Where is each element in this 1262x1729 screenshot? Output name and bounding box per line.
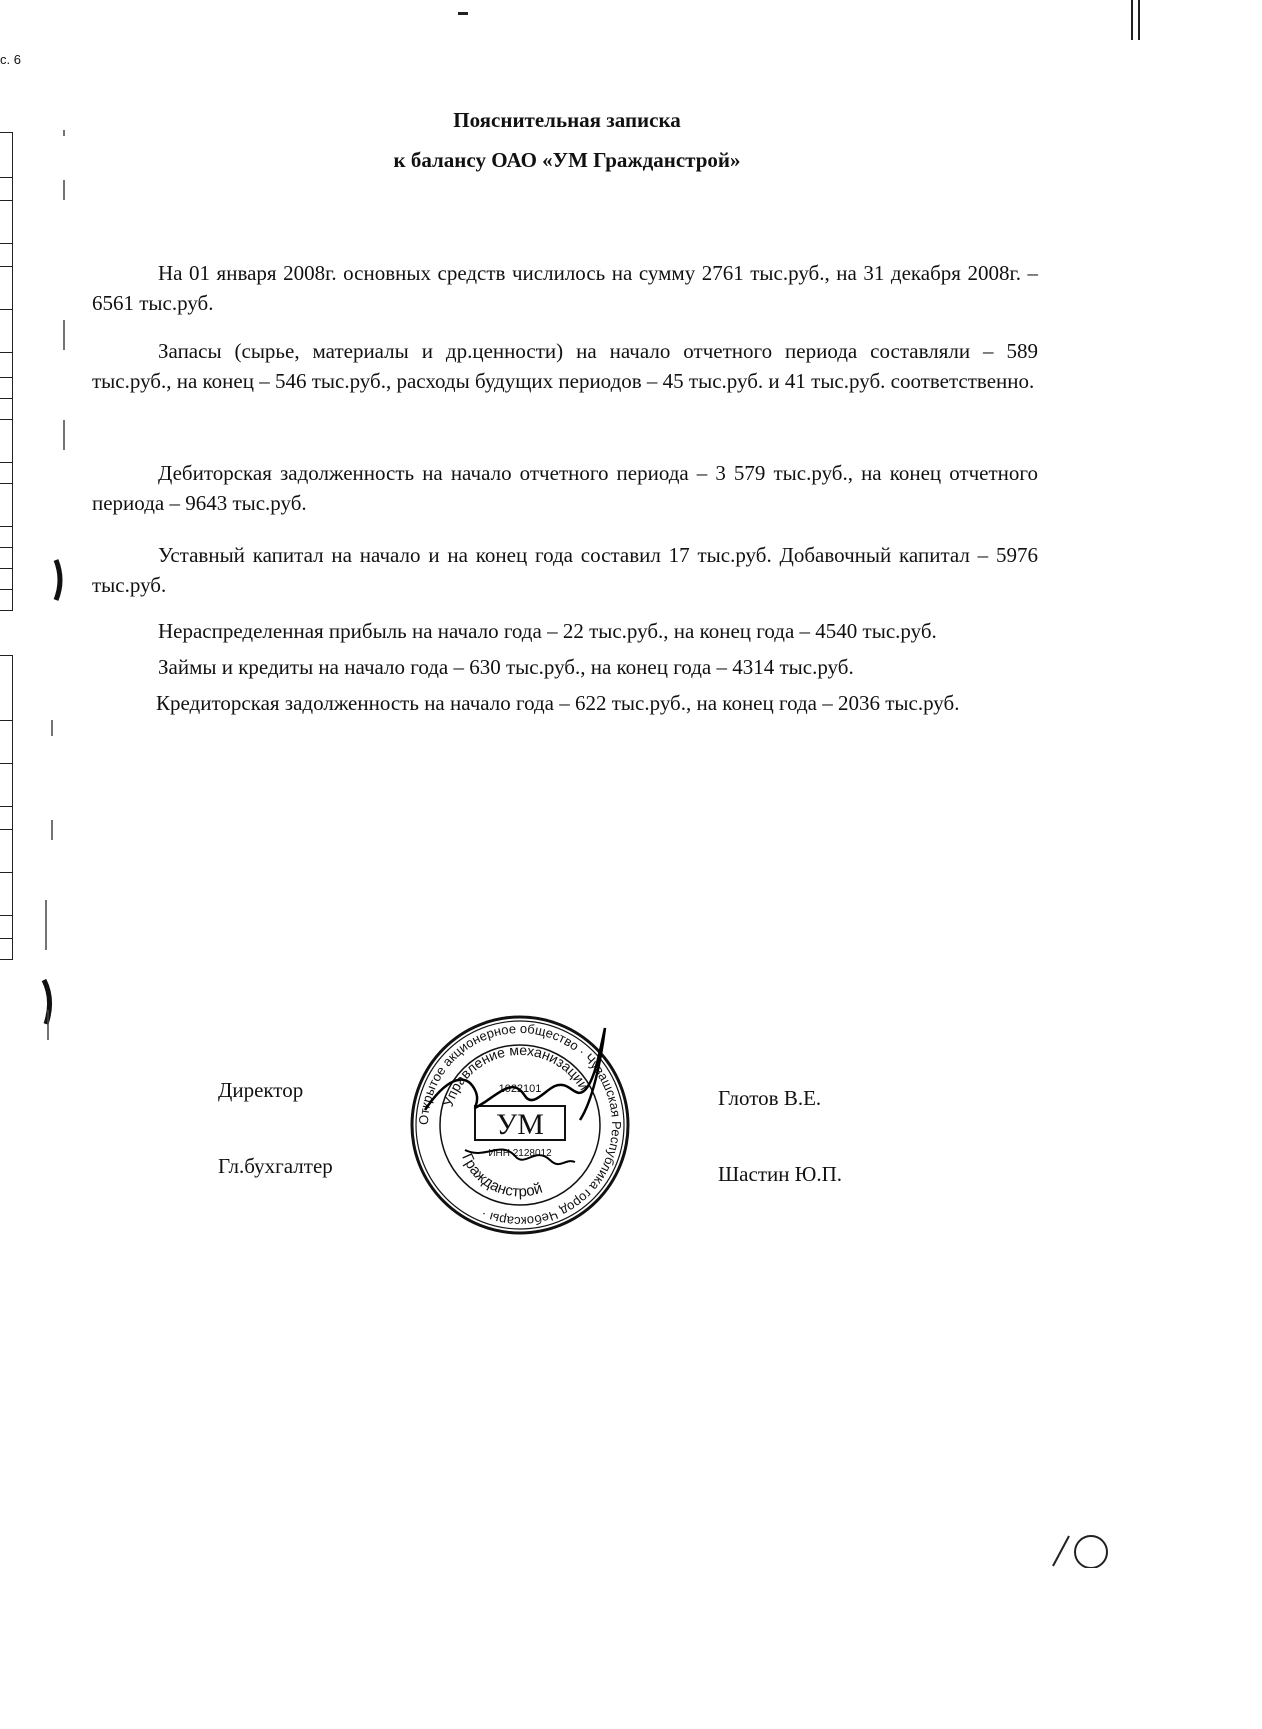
chief-accountant-label: Гл.бухгалтер	[218, 1154, 333, 1178]
paragraph-payables: Кредиторская задолженность на начало года – 622 тыс.руб., на конец года – 2036 тыс.руб.	[156, 691, 960, 715]
document-subtitle: к балансу ОАО «УМ Гражданстрой»	[393, 148, 741, 172]
paragraph-receivables: Дебиторская задолженность на начало отчетного периода – 3 579 тыс.руб., на конец отчетного периода – 9643 тыс.руб.	[92, 461, 1038, 515]
scan-edge-marks	[40, 120, 70, 1060]
paragraph-loans: Займы и кредиты на начало года – 630 тыс.руб., на конец года – 4314 тыс.руб.	[158, 655, 854, 679]
chief-accountant-name: Шастин Ю.П.	[718, 1162, 842, 1186]
scan-edge-mark	[1128, 0, 1144, 40]
company-seal	[405, 1010, 635, 1240]
paragraph-retained-earnings: Нераспределенная прибыль на начало года – 22 тыс.руб., на конец года – 4540 тыс.руб.	[158, 619, 937, 643]
seal-outer-text: Открытое акционерное общество · Чувашская Республика город Чебоксары ·	[415, 1020, 625, 1230]
seal-ogrn: 1022101	[498, 1083, 542, 1095]
paragraph-capital: Уставный капитал на начало и на конец года составил 17 тыс.руб. Добавочный капитал – 5976 тыс.руб.	[92, 543, 1038, 597]
paragraph-fixed-assets: На 01 января 2008г. основных средств числилось на сумму 2761 тыс.руб., на 31 декабря 2008г. – 6561 тыс.руб.	[92, 261, 1038, 315]
seal-center-text: УМ	[496, 1108, 544, 1141]
cropped-table-fragment	[0, 132, 13, 611]
director-name: Глотов В.Е.	[718, 1086, 822, 1110]
document-title: Пояснительная записка	[453, 108, 681, 132]
cropped-table-fragment	[0, 655, 13, 960]
seal-bottom-text: Гражданстрой	[458, 1150, 545, 1201]
director-label: Директор	[218, 1078, 304, 1102]
paragraph-inventories: Запасы (сырье, материалы и др.ценности) на начало отчетного периода составляли – 589 тыс.руб., на конец – 546 тыс.руб., расходы будущих периодов – 45 тыс.руб. и 41 тыс.руб. соответственно.	[92, 339, 1038, 393]
scan-mark	[458, 12, 468, 15]
page-number-handwritten	[1035, 1530, 1135, 1568]
seal-inn: ИНН 2128012	[488, 1148, 552, 1159]
page-reference: c. 6	[0, 52, 21, 67]
seal-inner-text: Управление механизации	[439, 1041, 593, 1109]
